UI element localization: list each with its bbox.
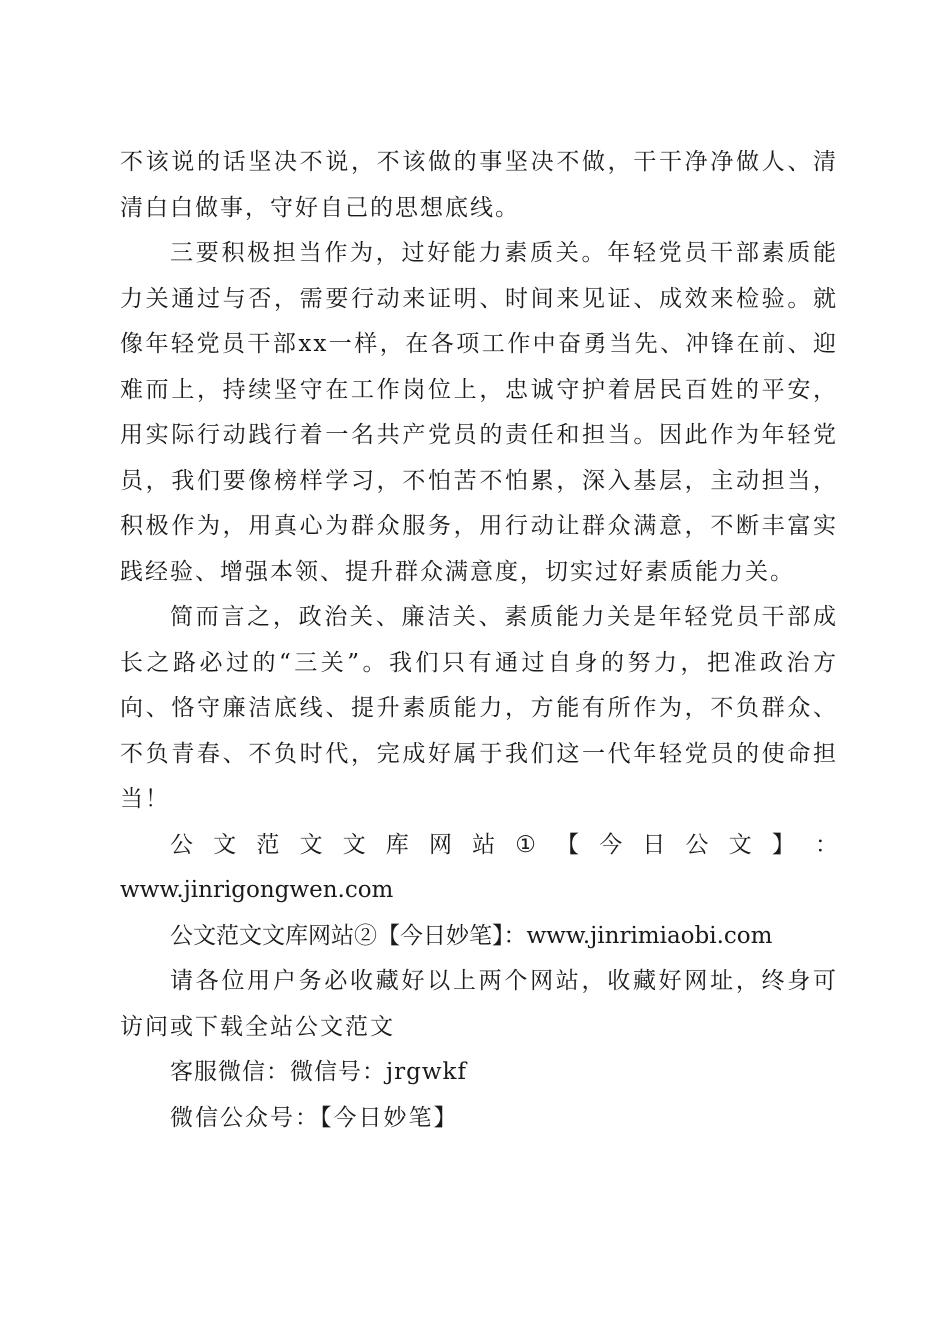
paragraph-summary: 简而言之，政治关、廉洁关、素质能力关是年轻党员干部成长之路必过的“三关”。我们只有通过自身的努力，把准政治方向、恪守廉洁底线、提升素质能力，方能有所作为，不负群众、不负青春、不负时代，完成好属于我们这一代年轻党员的使命担当！ [120, 604, 838, 812]
site1-char: 文 [728, 831, 752, 858]
site1-char: 】 [771, 831, 795, 858]
site1-char: 今 [599, 831, 623, 858]
site1-char: 公 [170, 831, 193, 858]
wechat-public-line: 微信公众号：【今日妙笔】 [170, 1104, 459, 1131]
site1-char: 公 [685, 831, 709, 858]
site1-char: 文 [342, 831, 366, 858]
site1-char: 文 [213, 831, 237, 858]
paragraph-ability: 三要积极担当作为，过好能力素质关。年轻党员干部素质能力关通过与否，需要行动来证明、时间来见证、成效来检验。就像年轻党员干部xx一样，在各项工作中奋勇当先、冲锋在前、迎难而上，持续坚守在工作岗位上，忠诚守护着居民百姓的平安，用实际行动践行着一名共产党员的责任和担当。因此作为年轻党员，我们要像榜样学习，不怕苦不怕累，深入基层，主动担当，积极作为，用真心为群众服务，用行动让群众满意，不断丰富实践经验、增强本领、提升群众满意度，切实过好素质能力关。 [120, 240, 838, 585]
site1-char: ： [814, 831, 838, 858]
site1-char: 范 [256, 831, 280, 858]
document-body [120, 140, 838, 1141]
wechat-service-line: 客服微信：微信号：jrgwkf [170, 1059, 467, 1085]
site1-char: 日 [642, 831, 666, 858]
notice-paragraph: 请各位用户务必收藏好以上两个网站，收藏好网址，终身可访问或下载全站公文范文 [120, 968, 838, 1040]
site1-url[interactable]: www.jinrigongwen.com [120, 877, 394, 903]
site1-char: ① [515, 831, 536, 858]
site2-line[interactable]: 公文范文文库网站②【今日妙笔】：www.jinrimiaobi.com [170, 922, 773, 949]
paragraph-continuation: 不该说的话坚决不说，不该做的事坚决不做，干干净净做人、清清白白做事，守好自己的思想底线。 [120, 149, 838, 221]
site1-char: 站 [472, 831, 496, 858]
site1-char: 网 [428, 831, 452, 858]
site1-char: 库 [385, 831, 409, 858]
site1-line [120, 823, 838, 869]
site1-char: 【 [556, 831, 580, 858]
site1-char: 文 [299, 831, 323, 858]
